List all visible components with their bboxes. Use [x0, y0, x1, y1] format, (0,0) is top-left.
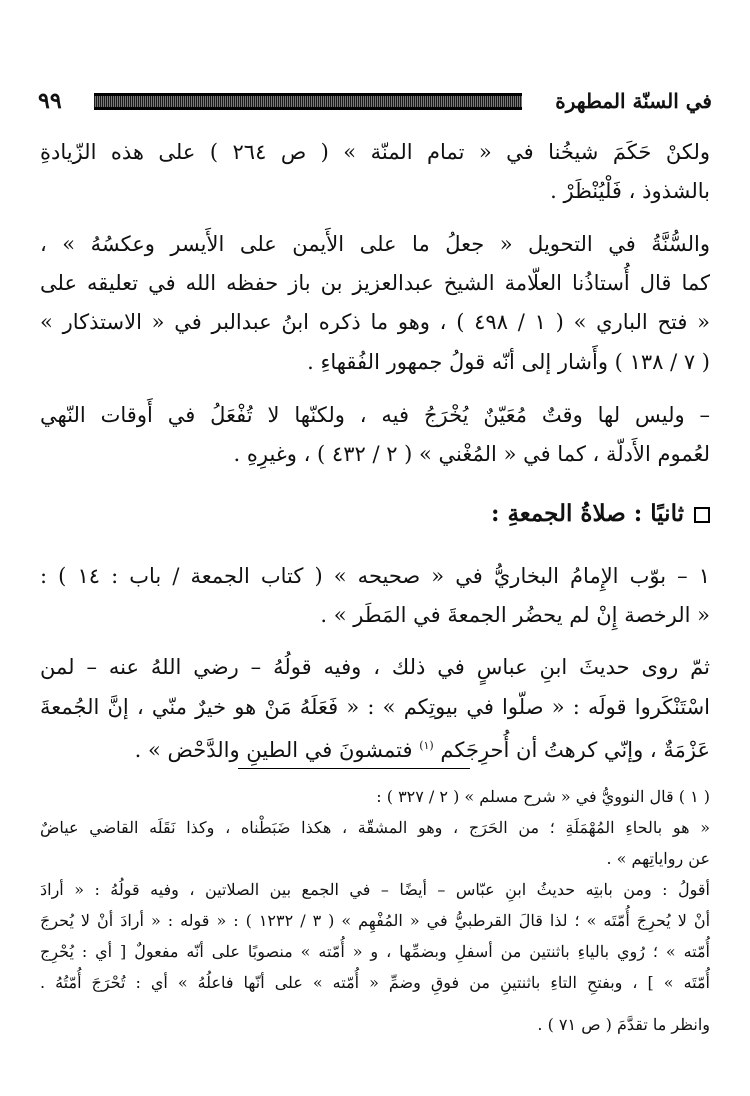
running-title: في السنّة المطهرة	[555, 89, 712, 113]
body-line: ( ٧ / ١٣٨ ) وأَشار إلى أنّه قولُ جمهور الفُقهاءِ .	[307, 350, 710, 374]
body-line: ١ – بوّب الإِمامُ البخاريُّ في « صحيحه » ( كتاب الجمعة / باب : ١٤ ) :	[40, 564, 710, 588]
body-line: لعُموم الأَدلّة ، كما في « المُغْني » ( ٢ / ٤٣٢ ) ، وغيرِهِ .	[233, 442, 710, 466]
body-line: اسْتَنْكَروا قولَه : « صلّوا في بيوتِكم » : « فَعَلَهُ مَنْ هو خيرٌ منّي ، إنَّ الجُمعةَ	[40, 695, 710, 719]
body-text: فتمشونَ في الطينِ والدَّحْض » .	[134, 738, 413, 762]
page-header	[38, 86, 712, 118]
page-number: ٩٩	[38, 88, 62, 114]
footnote-line: أقولُ : ومن بابتِه حديثُ ابنِ عبّاس – أيضًا – في الجمع بين الصلاتين ، وفيه قولُهُ : « أرادَ	[40, 880, 710, 899]
body-line: « فتح الباري » ( ١ / ٤٩٨ ) ، وهو ما ذكره ابنُ عبدالبر في « الاستذكار »	[40, 310, 711, 334]
body-line: – وليس لها وقتٌ مُعَيّنٌ يُخْرَجُ فيه ، ولكنّها لا تُفْعَلُ في أَوقات النّهي	[40, 403, 710, 427]
footnote-line: ( ١ ) قال النوويُّ في « شرح مسلم » ( ٢ / ٣٢٧ ) :	[376, 787, 710, 806]
footnote-ref[interactable]: (١)	[419, 739, 434, 752]
header-ornament-bar	[94, 93, 522, 110]
body-line: ثمّ روى حديثَ ابنِ عباسٍ في ذلك ، وفيه قولُهُ – رضي اللهُ عنه – لمن	[40, 655, 710, 679]
body-text: عَزْمَةٌ ، وإنّي كرهتُ أن أُحرِجَكم	[440, 738, 710, 762]
body-line: بالشذوذ ، فَلْيُنْظَرْ .	[550, 179, 710, 203]
body-line: كما قال أُستاذُنا العلّامة الشيخ عبدالعزيز بن باز حفظه الله في تعليقه على	[40, 271, 710, 295]
body-line	[40, 731, 710, 765]
section-heading: ثانيًا : صلاةُ الجمعةِ :	[491, 498, 710, 530]
footnote-line: أنْ لا يُحرِجَ أُمّتَه » ؛ لذا قالَ القرطبيُّ في « المُفْهِم » ( ٣ / ١٢٣٢ ) : « قوله : « أرادَ أنْ لا يُحرجَ	[40, 911, 711, 930]
footnote-line: أُمّته » ؛ رُوي بالياءِ باثنتين من أسفلِ وبضمِّها ، و « أُمّته » منصوبًا على أنّه مفعولٌ [ أي : يُحْرِج	[40, 942, 711, 961]
footnote-line: أُمّتَه » ] ، وبفتحِ التاءِ باثنتينِ من فوقِ وضمِّ « أُمّته » على أنّها فاعلُهُ » أي : تُحْرَجَ أُمّتُهُ .	[40, 973, 710, 992]
body-line: ولكنْ حَكَمَ شيخُنا في « تمام المنّة » ( ص ٢٦٤ ) على هذه الزّيادةِ	[40, 140, 710, 164]
body-line: والسُّنَّةُ في التحويل « جعلُ ما على الأَيمن على الأَيسر وعكسُهُ » ،	[40, 232, 710, 256]
footnote-line: عن رواياتِهم » .	[606, 849, 710, 868]
footnote-line: وانظر ما تقدَّمَ ( ص ٧١ ) .	[537, 1015, 710, 1034]
footnote-line: « هو بالحاءِ المُهْمَلَةِ ؛ من الحَرَج ، وهو المشقّة ، هكذا ضَبَطْناه ، وكذا نَقَلَه القاضي عياضٌ	[40, 818, 711, 837]
square-bullet-icon	[694, 507, 710, 523]
body-line: « الرخصة إِنْ لم يحضُر الجمعةَ في المَطَر » .	[320, 603, 710, 627]
footnote-separator	[238, 768, 470, 769]
